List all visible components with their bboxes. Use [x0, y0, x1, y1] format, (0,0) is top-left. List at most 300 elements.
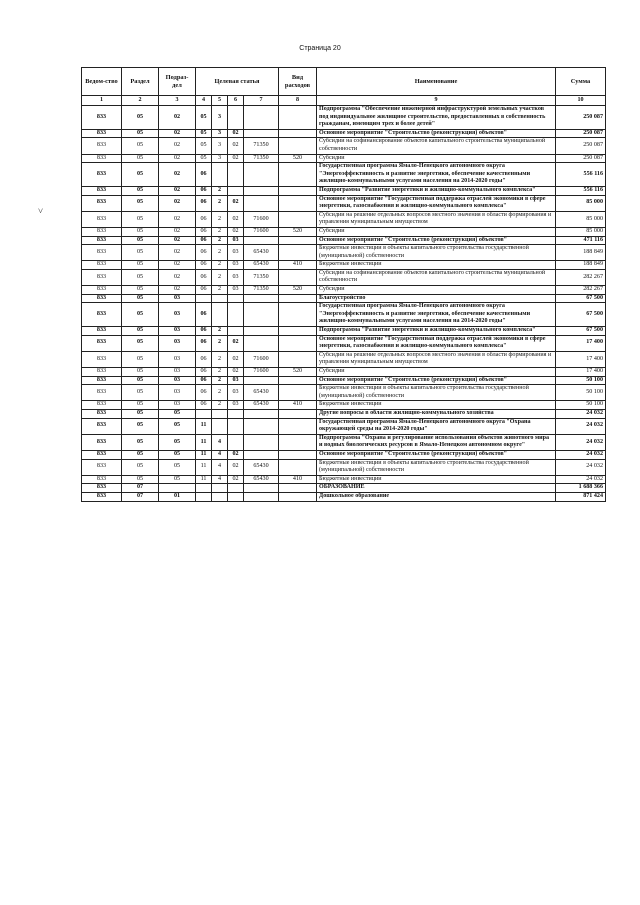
direction-cell	[244, 418, 279, 434]
direction-cell	[244, 376, 279, 385]
direction-cell	[244, 409, 279, 418]
table-row	[82, 129, 606, 138]
event-cell: 02	[228, 195, 244, 211]
page-number: Страница 20	[299, 45, 341, 52]
razdel-cell: 05	[122, 154, 159, 163]
sum-cell: 85 000	[556, 227, 606, 236]
podrazdel-cell: 02	[159, 129, 196, 138]
name-cell: Субсидии на решение отдельных вопросов местного значения в области формирования и управления муниципальным имуществом	[317, 351, 556, 367]
name-cell: Субсидии на решение отдельных вопросов местного значения в области формирования и управления муниципальным имуществом	[317, 211, 556, 227]
name-cell: Другие вопросы в области жилищно-коммунального хозяйства	[317, 409, 556, 418]
direction-cell: 71600	[244, 227, 279, 236]
podrazdel-cell: 05	[159, 459, 196, 475]
subprogram-cell: 2	[212, 195, 228, 211]
vid-cell	[279, 376, 317, 385]
name-cell: Субсидии	[317, 368, 556, 377]
event-cell: 02	[228, 368, 244, 377]
razdel-cell: 05	[122, 303, 159, 327]
razdel-cell: 05	[122, 186, 159, 195]
vedomstvo-cell: 833	[82, 459, 122, 475]
event-cell: 02	[228, 211, 244, 227]
vid-cell: 410	[279, 261, 317, 270]
program-cell: 06	[196, 351, 212, 367]
vedomstvo-cell: 833	[82, 286, 122, 295]
vedomstvo-cell: 833	[82, 303, 122, 327]
name-cell: Дошкольное образование	[317, 492, 556, 501]
name-cell: Основное мероприятие "Строительство (реконструкция) объектов"	[317, 236, 556, 245]
subprogram-cell: 4	[212, 475, 228, 484]
sum-cell: 17 400	[556, 335, 606, 351]
event-cell	[228, 163, 244, 187]
direction-cell	[244, 327, 279, 336]
program-cell: 06	[196, 303, 212, 327]
event-cell: 02	[228, 450, 244, 459]
podrazdel-cell: 05	[159, 409, 196, 418]
table-row	[82, 450, 606, 459]
header-celevaya-statya: Целевая статья	[196, 68, 279, 96]
event-cell: 02	[228, 335, 244, 351]
vid-cell	[279, 484, 317, 493]
margin-mark: ˅	[38, 206, 44, 216]
program-cell: 05	[196, 106, 212, 130]
name-cell: ОБРАЗОВАНИЕ	[317, 484, 556, 493]
direction-cell	[244, 303, 279, 327]
sum-cell: 24 032	[556, 459, 606, 475]
index-cell: 8	[279, 96, 317, 106]
table-row	[82, 236, 606, 245]
direction-cell	[244, 450, 279, 459]
vedomstvo-cell: 833	[82, 484, 122, 493]
vedomstvo-cell: 833	[82, 186, 122, 195]
event-cell: 03	[228, 385, 244, 401]
program-cell: 06	[196, 211, 212, 227]
table-row	[82, 401, 606, 410]
name-cell: Основное мероприятие "Строительство (реконструкция) объектов"	[317, 129, 556, 138]
sum-cell: 250 087	[556, 138, 606, 154]
razdel-cell: 07	[122, 484, 159, 493]
table-row	[82, 409, 606, 418]
vid-cell	[279, 138, 317, 154]
podrazdel-cell: 05	[159, 434, 196, 450]
podrazdel-cell: 02	[159, 211, 196, 227]
vid-cell: 410	[279, 401, 317, 410]
sum-cell: 50 100	[556, 401, 606, 410]
subprogram-cell: 2	[212, 401, 228, 410]
program-cell	[196, 484, 212, 493]
header-razdel: Раздел	[122, 68, 159, 96]
direction-cell: 71600	[244, 211, 279, 227]
razdel-cell: 05	[122, 163, 159, 187]
vedomstvo-cell: 833	[82, 401, 122, 410]
table-row	[82, 459, 606, 475]
sum-cell: 24 032	[556, 418, 606, 434]
sum-cell: 250 087	[556, 154, 606, 163]
name-cell: Субсидии	[317, 154, 556, 163]
header-vedomstvo: Ведом-ство	[82, 68, 122, 96]
name-cell: Подпрограмма "Охрана и регулирование использования объектов животного мира и водных биологических ресурсов в Ямало-Ненецком автономном округе"	[317, 434, 556, 450]
razdel-cell: 05	[122, 211, 159, 227]
vid-cell: 520	[279, 368, 317, 377]
sum-cell: 188 849	[556, 261, 606, 270]
event-cell: 03	[228, 376, 244, 385]
razdel-cell: 05	[122, 351, 159, 367]
podrazdel-cell: 02	[159, 154, 196, 163]
program-cell: 05	[196, 154, 212, 163]
sum-cell: 17 400	[556, 351, 606, 367]
razdel-cell: 05	[122, 409, 159, 418]
vedomstvo-cell: 833	[82, 227, 122, 236]
vedomstvo-cell: 833	[82, 236, 122, 245]
podrazdel-cell: 03	[159, 294, 196, 303]
name-cell: Бюджетные инвестиции в объекты капитального строительства государственной (муниципальной) собственности	[317, 245, 556, 261]
subprogram-cell: 3	[212, 154, 228, 163]
vedomstvo-cell: 833	[82, 418, 122, 434]
subprogram-cell	[212, 303, 228, 327]
podrazdel-cell: 05	[159, 475, 196, 484]
name-cell: Бюджетные инвестиции в объекты капитального строительства государственной (муниципальной) собственности	[317, 459, 556, 475]
table-row	[82, 475, 606, 484]
name-cell: Основное мероприятие "Государственная поддержка отраслей экономики в сфере энергетики, газоснабжения и жилищно-коммунального комплекса"	[317, 195, 556, 211]
table-row	[82, 368, 606, 377]
podrazdel-cell: 02	[159, 106, 196, 130]
podrazdel-cell: 03	[159, 335, 196, 351]
subprogram-cell: 2	[212, 269, 228, 285]
vedomstvo-cell: 833	[82, 211, 122, 227]
vedomstvo-cell: 833	[82, 154, 122, 163]
table-row	[82, 335, 606, 351]
table-row	[82, 227, 606, 236]
direction-cell: 65430	[244, 401, 279, 410]
vid-cell	[279, 269, 317, 285]
name-cell: Бюджетные инвестиции в объекты капитального строительства государственной (муниципальной) собственности	[317, 385, 556, 401]
vid-cell	[279, 129, 317, 138]
name-cell: Субсидии	[317, 286, 556, 295]
program-cell: 06	[196, 335, 212, 351]
subprogram-cell	[212, 294, 228, 303]
event-cell: 02	[228, 351, 244, 367]
header-naimenovanie: Наименование	[317, 68, 556, 96]
name-cell: Бюджетные инвестиции	[317, 475, 556, 484]
table-row	[82, 376, 606, 385]
razdel-cell: 05	[122, 236, 159, 245]
subprogram-cell: 2	[212, 327, 228, 336]
sum-cell: 871 424	[556, 492, 606, 501]
event-cell	[228, 294, 244, 303]
subprogram-cell: 2	[212, 211, 228, 227]
table-row	[82, 286, 606, 295]
razdel-cell: 05	[122, 450, 159, 459]
razdel-cell: 05	[122, 376, 159, 385]
table-row	[82, 186, 606, 195]
event-cell	[228, 492, 244, 501]
index-cell: 2	[122, 96, 159, 106]
index-cell: 5	[212, 96, 228, 106]
direction-cell: 71600	[244, 351, 279, 367]
vid-cell	[279, 450, 317, 459]
vedomstvo-cell: 833	[82, 195, 122, 211]
podrazdel-cell: 01	[159, 492, 196, 501]
direction-cell: 71350	[244, 286, 279, 295]
name-cell: Субсидии на софинансирование объектов капитального строительства муниципальной собственности	[317, 269, 556, 285]
vedomstvo-cell: 833	[82, 129, 122, 138]
vid-cell	[279, 418, 317, 434]
event-cell	[228, 418, 244, 434]
direction-cell: 65430	[244, 385, 279, 401]
razdel-cell: 05	[122, 195, 159, 211]
razdel-cell: 05	[122, 418, 159, 434]
sum-cell: 250 087	[556, 106, 606, 130]
vedomstvo-cell: 833	[82, 376, 122, 385]
razdel-cell: 05	[122, 129, 159, 138]
sum-cell: 1 688 366	[556, 484, 606, 493]
header-summa: Сумма	[556, 68, 606, 96]
index-cell: 9	[317, 96, 556, 106]
subprogram-cell: 2	[212, 186, 228, 195]
podrazdel-cell: 02	[159, 261, 196, 270]
direction-cell	[244, 492, 279, 501]
index-cell: 7	[244, 96, 279, 106]
subprogram-cell	[212, 409, 228, 418]
sum-cell: 85 000	[556, 211, 606, 227]
index-cell: 1	[82, 96, 122, 106]
event-cell: 02	[228, 227, 244, 236]
table-row	[82, 327, 606, 336]
program-cell: 11	[196, 434, 212, 450]
subprogram-cell: 2	[212, 376, 228, 385]
razdel-cell: 05	[122, 385, 159, 401]
event-cell	[228, 303, 244, 327]
razdel-cell: 05	[122, 335, 159, 351]
index-cell: 3	[159, 96, 196, 106]
vedomstvo-cell: 833	[82, 327, 122, 336]
vid-cell	[279, 195, 317, 211]
subprogram-cell: 2	[212, 245, 228, 261]
direction-cell: 71600	[244, 368, 279, 377]
event-cell: 02	[228, 129, 244, 138]
event-cell: 03	[228, 286, 244, 295]
sum-cell: 556 116	[556, 186, 606, 195]
podrazdel-cell: 02	[159, 269, 196, 285]
razdel-cell: 05	[122, 475, 159, 484]
name-cell: Основное мероприятие "Строительство (реконструкция) объектов"	[317, 450, 556, 459]
razdel-cell: 05	[122, 286, 159, 295]
program-cell: 06	[196, 327, 212, 336]
program-cell: 06	[196, 368, 212, 377]
program-cell: 06	[196, 385, 212, 401]
vedomstvo-cell: 833	[82, 245, 122, 261]
podrazdel-cell: 03	[159, 401, 196, 410]
vedomstvo-cell: 833	[82, 409, 122, 418]
table-row	[82, 294, 606, 303]
name-cell: Подпрограмма "Развитие энергетики и жилищно-коммунального комплекса"	[317, 327, 556, 336]
subprogram-cell: 2	[212, 351, 228, 367]
vid-cell	[279, 492, 317, 501]
subprogram-cell: 2	[212, 236, 228, 245]
vid-cell	[279, 303, 317, 327]
vedomstvo-cell: 833	[82, 475, 122, 484]
podrazdel-cell: 05	[159, 418, 196, 434]
podrazdel-cell: 03	[159, 351, 196, 367]
subprogram-cell: 3	[212, 129, 228, 138]
table-row	[82, 211, 606, 227]
vid-cell	[279, 211, 317, 227]
index-cell: 6	[228, 96, 244, 106]
direction-cell	[244, 163, 279, 187]
vedomstvo-cell: 833	[82, 269, 122, 285]
sum-cell: 188 849	[556, 245, 606, 261]
direction-cell	[244, 129, 279, 138]
razdel-cell: 05	[122, 106, 159, 130]
program-cell: 06	[196, 163, 212, 187]
subprogram-cell: 4	[212, 434, 228, 450]
program-cell: 11	[196, 459, 212, 475]
direction-cell: 71350	[244, 138, 279, 154]
vedomstvo-cell: 833	[82, 294, 122, 303]
name-cell: Субсидии на софинансирование объектов капитального строительства муниципальной собственности	[317, 138, 556, 154]
sum-cell: 24 032	[556, 434, 606, 450]
razdel-cell: 05	[122, 227, 159, 236]
vedomstvo-cell: 833	[82, 450, 122, 459]
event-cell: 03	[228, 236, 244, 245]
table-row	[82, 154, 606, 163]
program-cell: 06	[196, 195, 212, 211]
event-cell: 03	[228, 401, 244, 410]
sum-cell: 282 267	[556, 269, 606, 285]
vedomstvo-cell: 833	[82, 163, 122, 187]
event-cell: 02	[228, 459, 244, 475]
sum-cell: 250 087	[556, 129, 606, 138]
subprogram-cell: 2	[212, 368, 228, 377]
sum-cell: 50 100	[556, 376, 606, 385]
razdel-cell: 05	[122, 368, 159, 377]
event-cell: 03	[228, 245, 244, 261]
razdel-cell: 05	[122, 327, 159, 336]
subprogram-cell: 2	[212, 261, 228, 270]
program-cell: 05	[196, 129, 212, 138]
razdel-cell: 05	[122, 459, 159, 475]
vid-cell	[279, 335, 317, 351]
program-cell: 06	[196, 186, 212, 195]
direction-cell	[244, 106, 279, 130]
program-cell: 06	[196, 236, 212, 245]
name-cell: Основное мероприятие "Государственная поддержка отраслей экономики в сфере энергетики, газоснабжения и жилищно-коммунального комплекса"	[317, 335, 556, 351]
index-cell: 10	[556, 96, 606, 106]
vid-cell	[279, 385, 317, 401]
vedomstvo-cell: 833	[82, 368, 122, 377]
table-row	[82, 269, 606, 285]
razdel-cell: 05	[122, 138, 159, 154]
vid-cell	[279, 459, 317, 475]
razdel-cell: 05	[122, 401, 159, 410]
podrazdel-cell: 03	[159, 303, 196, 327]
podrazdel-cell: 02	[159, 286, 196, 295]
sum-cell: 67 500	[556, 327, 606, 336]
header-podrazdel: Подраз-дел	[159, 68, 196, 96]
vid-cell	[279, 106, 317, 130]
subprogram-cell: 2	[212, 335, 228, 351]
vid-cell: 520	[279, 154, 317, 163]
vid-cell	[279, 409, 317, 418]
name-cell: Субсидии	[317, 227, 556, 236]
table-row	[82, 351, 606, 367]
table-row	[82, 418, 606, 434]
name-cell: Бюджетные инвестиции	[317, 261, 556, 270]
program-cell: 06	[196, 401, 212, 410]
name-cell: Подпрограмма "Обеспечение инженерной инфраструктурой земельных участков под индивидуальное жилищное строительство, предоставленных в собственность гражданам, имеющим трех и более детей"	[317, 106, 556, 130]
direction-cell: 65430	[244, 261, 279, 270]
vedomstvo-cell: 833	[82, 138, 122, 154]
vedomstvo-cell: 833	[82, 335, 122, 351]
podrazdel-cell: 02	[159, 163, 196, 187]
podrazdel-cell: 02	[159, 227, 196, 236]
podrazdel-cell: 02	[159, 186, 196, 195]
podrazdel-cell: 03	[159, 327, 196, 336]
name-cell: Государственная программа Ямало-Ненецкого автономного округа "Энергоэффективность и развитие энергетики, обеспечение качественными жилищно-коммунальными услугами населения на 2014-2020 годы"	[317, 303, 556, 327]
column-index-row	[82, 96, 606, 106]
table-row	[82, 106, 606, 130]
program-cell: 11	[196, 475, 212, 484]
sum-cell: 85 000	[556, 195, 606, 211]
podrazdel-cell: 03	[159, 376, 196, 385]
name-cell: Подпрограмма "Развитие энергетики и жилищно-коммунального комплекса"	[317, 186, 556, 195]
subprogram-cell: 4	[212, 450, 228, 459]
event-cell	[228, 186, 244, 195]
vid-cell	[279, 245, 317, 261]
vedomstvo-cell: 833	[82, 351, 122, 367]
name-cell: Благоустройство	[317, 294, 556, 303]
direction-cell	[244, 236, 279, 245]
program-cell	[196, 294, 212, 303]
program-cell: 06	[196, 376, 212, 385]
vid-cell	[279, 327, 317, 336]
header-vid-raskhodov: Вид расходов	[279, 68, 317, 96]
event-cell: 02	[228, 138, 244, 154]
vedomstvo-cell: 833	[82, 261, 122, 270]
name-cell: Основное мероприятие "Строительство (реконструкция) объектов"	[317, 376, 556, 385]
event-cell: 02	[228, 475, 244, 484]
subprogram-cell: 3	[212, 138, 228, 154]
event-cell: 03	[228, 261, 244, 270]
direction-cell	[244, 434, 279, 450]
razdel-cell: 05	[122, 261, 159, 270]
program-cell: 05	[196, 138, 212, 154]
program-cell	[196, 492, 212, 501]
razdel-cell: 05	[122, 245, 159, 261]
index-cell: 4	[196, 96, 212, 106]
podrazdel-cell: 03	[159, 368, 196, 377]
event-cell	[228, 434, 244, 450]
sum-cell: 67 500	[556, 303, 606, 327]
program-cell: 06	[196, 227, 212, 236]
table-row	[82, 484, 606, 493]
sum-cell: 24 032	[556, 450, 606, 459]
direction-cell	[244, 335, 279, 351]
direction-cell	[244, 484, 279, 493]
table-row	[82, 434, 606, 450]
program-cell: 11	[196, 418, 212, 434]
event-cell: 02	[228, 154, 244, 163]
table-row	[82, 195, 606, 211]
subprogram-cell	[212, 492, 228, 501]
table-row	[82, 245, 606, 261]
subprogram-cell	[212, 484, 228, 493]
subprogram-cell	[212, 418, 228, 434]
subprogram-cell: 3	[212, 106, 228, 130]
podrazdel-cell: 02	[159, 236, 196, 245]
direction-cell: 71350	[244, 269, 279, 285]
vid-cell	[279, 186, 317, 195]
table-row	[82, 138, 606, 154]
